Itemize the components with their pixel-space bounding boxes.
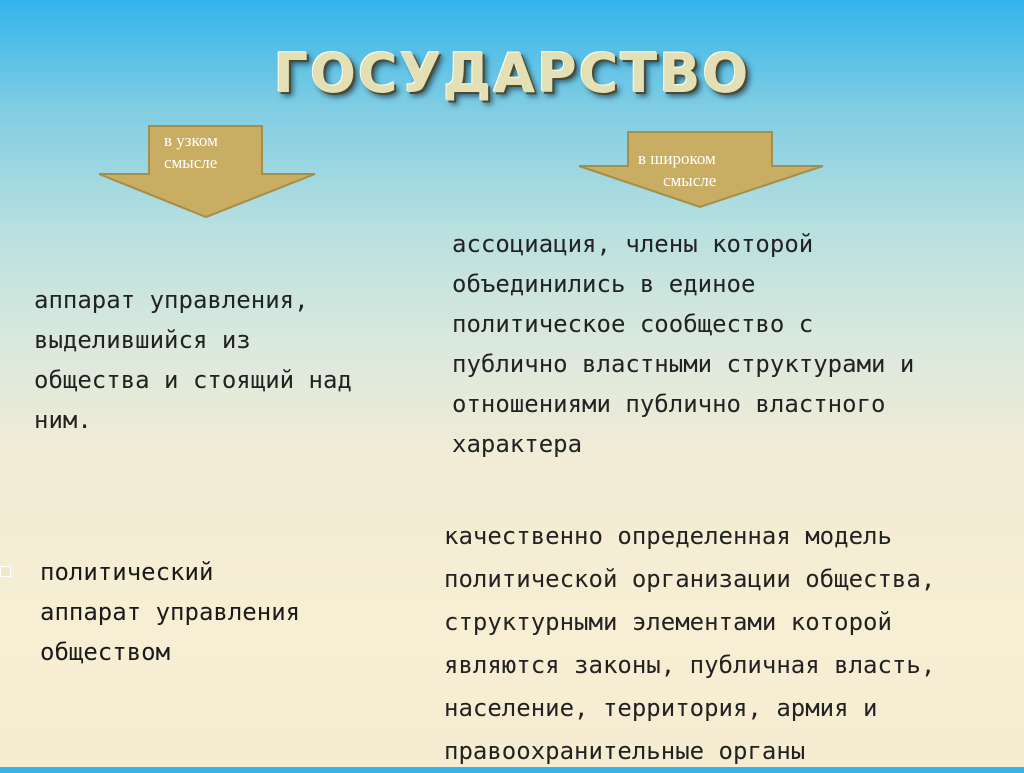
broad-sense-label-line1: в широком [638,149,716,168]
broad-sense-arrow [576,130,826,210]
text-line: структурными элементами которой [444,608,892,636]
text-line: ним. [34,406,92,434]
text-line: правоохранительные органы [444,737,806,765]
text-line: выделившийся из [34,326,251,354]
broad-sense-label-line2: смысле [663,171,717,190]
text-line: обществом [40,638,171,666]
text-line: характера [452,430,583,458]
broad-definition-1 [452,224,914,464]
narrow-definition-2 [40,552,300,672]
text-line: население, территория, армия и [444,694,878,722]
text-line: качественно определенная модель [444,522,892,550]
narrow-sense-label-line2: смысле [164,153,218,172]
text-line: общества и стоящий над [34,366,352,394]
broad-definition-2 [444,515,935,773]
narrow-sense-arrow [96,124,318,220]
text-line: политической организации общества, [444,565,936,593]
text-line: отношениями публично властного [452,390,886,418]
text-line: аппарат управления [40,598,301,626]
bullet-marker-icon [0,566,11,577]
narrow-sense-label-line1: в узком [164,131,218,150]
text-line: объединились в единое [452,270,756,298]
text-line: публично властными структурами и [452,350,915,378]
text-line: политический [40,558,214,586]
text-line: аппарат управления, [34,286,309,314]
broad-sense-label [638,148,716,192]
narrow-sense-label [164,130,218,174]
narrow-definition-1 [34,280,352,440]
slide-title: ГОСУДАРСТВО [273,42,751,105]
text-line: ассоциация, члены которой [452,230,814,258]
text-line: политическое сообщество с [452,310,814,338]
text-line: являются законы, публичная власть, [444,651,936,679]
